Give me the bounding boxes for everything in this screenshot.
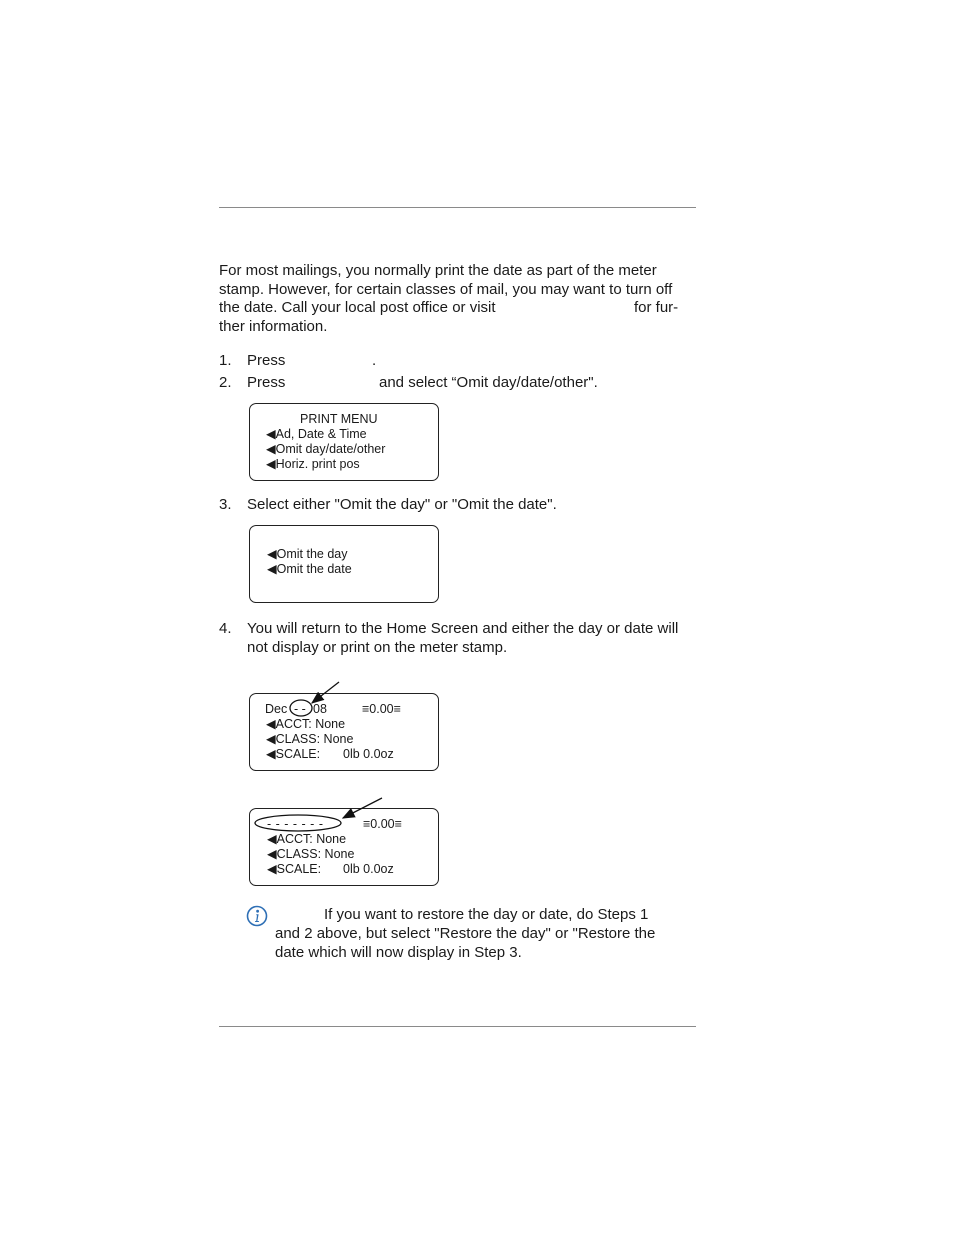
intro-line-1: For most mailings, you normally print the date as part of the meter xyxy=(219,262,657,279)
step-text-line-1: You will return to the Home Screen and either the day or date will xyxy=(247,620,679,637)
intro-line-3b: for fur- xyxy=(634,299,679,316)
date-month: Dec xyxy=(265,702,288,716)
step-text-line-2: not display or print on the meter stamp. xyxy=(247,639,508,656)
date-year: 08 xyxy=(313,702,327,716)
note-line-1: If you want to restore the day or date, do Steps 1 xyxy=(324,906,649,923)
scale-label: ◀SCALE: xyxy=(266,747,321,761)
postage-amount: ≡0.00≡ xyxy=(362,702,401,716)
step-number: 2. xyxy=(219,374,232,391)
step-number: 4. xyxy=(219,620,232,637)
scale-value: 0lb 0.0oz xyxy=(343,862,394,876)
date-callout-arrow xyxy=(343,798,382,818)
day-highlight-oval xyxy=(290,700,312,716)
step-text: Press xyxy=(247,374,286,391)
info-icon xyxy=(246,905,268,927)
step-text-end: . xyxy=(372,352,377,369)
note-line-2: and 2 above, but select "Restore the day" or "Restore the xyxy=(275,925,656,942)
bottom-rule xyxy=(219,1026,696,1027)
option-omit-date: ◀Omit the date xyxy=(267,562,352,576)
menu-title: PRINT MENU xyxy=(300,412,378,426)
step-number: 1. xyxy=(219,352,232,369)
scale-value: 0lb 0.0oz xyxy=(343,747,394,761)
class-line: ◀CLASS: None xyxy=(267,847,355,861)
postage-amount: ≡0.00≡ xyxy=(363,817,402,831)
intro-line-4: ther information. xyxy=(219,318,328,335)
step-text: Press xyxy=(247,352,286,369)
date-omitted: - - - - - - - xyxy=(267,817,324,831)
acct-line: ◀ACCT: None xyxy=(266,717,346,731)
step-number: 3. xyxy=(219,496,232,513)
menu-item-omit-day-date: ◀Omit day/date/other xyxy=(266,442,386,456)
class-line: ◀CLASS: None xyxy=(266,732,354,746)
date-day-omitted: - - xyxy=(294,702,306,716)
menu-item-ad-date-time: ◀Ad, Date & Time xyxy=(266,427,367,441)
scale-label: ◀SCALE: xyxy=(267,862,322,876)
step-text: Select either "Omit the day" or "Omit the date". xyxy=(247,496,557,513)
menu-item-horiz-print-pos: ◀Horiz. print pos xyxy=(266,457,360,471)
date-highlight-oval xyxy=(255,815,341,831)
intro-line-2: stamp. However, for certain classes of mail, you may want to turn off xyxy=(219,281,673,298)
intro-line-3a: the date. Call your local post office or visit xyxy=(219,299,496,316)
acct-line: ◀ACCT: None xyxy=(267,832,347,846)
note-line-3: date which will now display in Step 3. xyxy=(275,944,522,961)
option-omit-day: ◀Omit the day xyxy=(267,547,348,561)
day-callout-arrow xyxy=(312,682,339,703)
step-text-end: and select “Omit day/date/other". xyxy=(379,374,598,391)
